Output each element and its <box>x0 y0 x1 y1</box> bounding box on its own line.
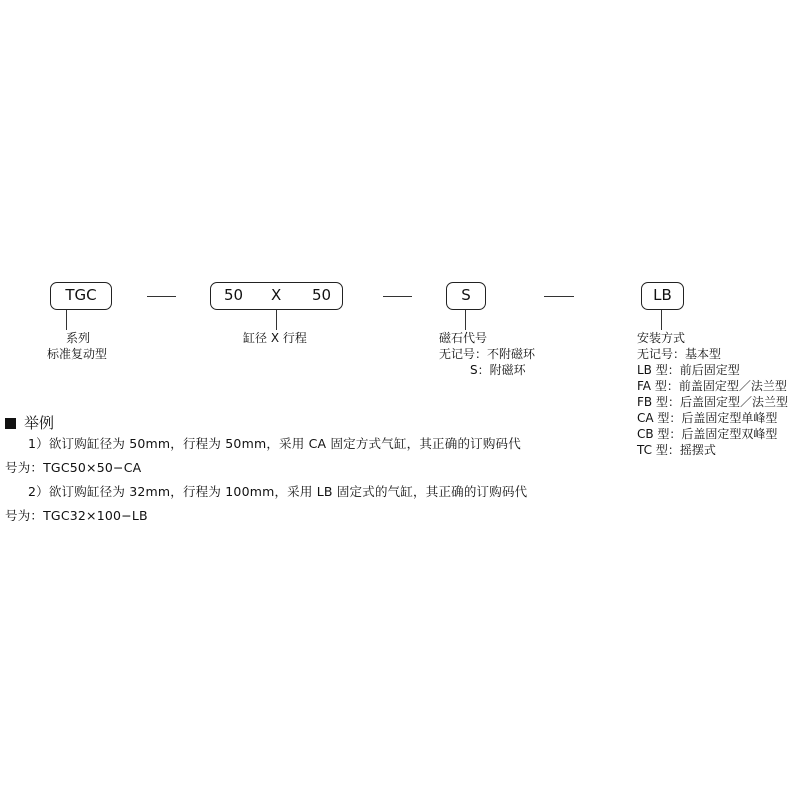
bore-stroke-caption: 缸径 X 行程 <box>243 331 307 345</box>
example-2-line-1: 2）欲订购缸径为 32mm，行程为 100mm，采用 LB 固定式的气缸，其正确的订购码代 <box>28 484 528 499</box>
mount-option: FB 型：后盖固定型／法兰型 <box>637 395 788 409</box>
magnet-code: S <box>461 286 471 304</box>
stroke-code: 50 <box>312 286 332 304</box>
mount-leader-line <box>661 310 662 330</box>
magnet-leader-line <box>465 310 466 330</box>
example-1-line-2: 号为：TGC50×50−CA <box>5 460 142 475</box>
example-heading-text: 举例 <box>24 414 55 432</box>
times-sign: X <box>271 286 282 304</box>
square-bullet-icon <box>5 418 16 429</box>
separator-dash <box>383 296 412 297</box>
magnet-option-s: S：附磁环 <box>470 363 526 377</box>
series-leader-line <box>66 310 67 330</box>
mount-option: CA 型：后盖固定型单峰型 <box>637 411 778 425</box>
example-1-line-1: 1）欲订购缸径为 50mm，行程为 50mm，采用 CA 固定方式气缸，其正确的订购码代 <box>28 436 521 451</box>
magnet-caption: 磁石代号 <box>439 331 488 345</box>
mount-option: CB 型：后盖固定型双峰型 <box>637 427 778 441</box>
mount-options-list <box>637 346 788 458</box>
bore-stroke-leader-line <box>276 310 277 330</box>
series-caption: 系列 <box>66 331 91 345</box>
series-caption-detail: 标准复动型 <box>47 347 108 361</box>
mount-option: 无记号：基本型 <box>637 347 722 361</box>
mount-option: TC 型：摇摆式 <box>637 443 716 457</box>
mount-caption: 安装方式 <box>637 331 686 345</box>
example-heading <box>5 414 54 432</box>
mount-code-box <box>641 282 684 310</box>
series-code-box <box>50 282 112 310</box>
example-2-line-2: 号为：TGC32×100−LB <box>5 508 148 523</box>
mount-code: LB <box>653 286 672 304</box>
mount-option: LB 型：前后固定型 <box>637 363 740 377</box>
magnet-option-none: 无记号：不附磁环 <box>439 347 536 361</box>
series-code: TGC <box>65 286 97 304</box>
magnet-code-box <box>446 282 486 310</box>
separator-dash <box>147 296 176 297</box>
bore-stroke-code-box <box>210 282 343 310</box>
separator-dash <box>544 296 574 297</box>
mount-option: FA 型：前盖固定型／法兰型 <box>637 379 787 393</box>
bore-code: 50 <box>224 286 244 304</box>
